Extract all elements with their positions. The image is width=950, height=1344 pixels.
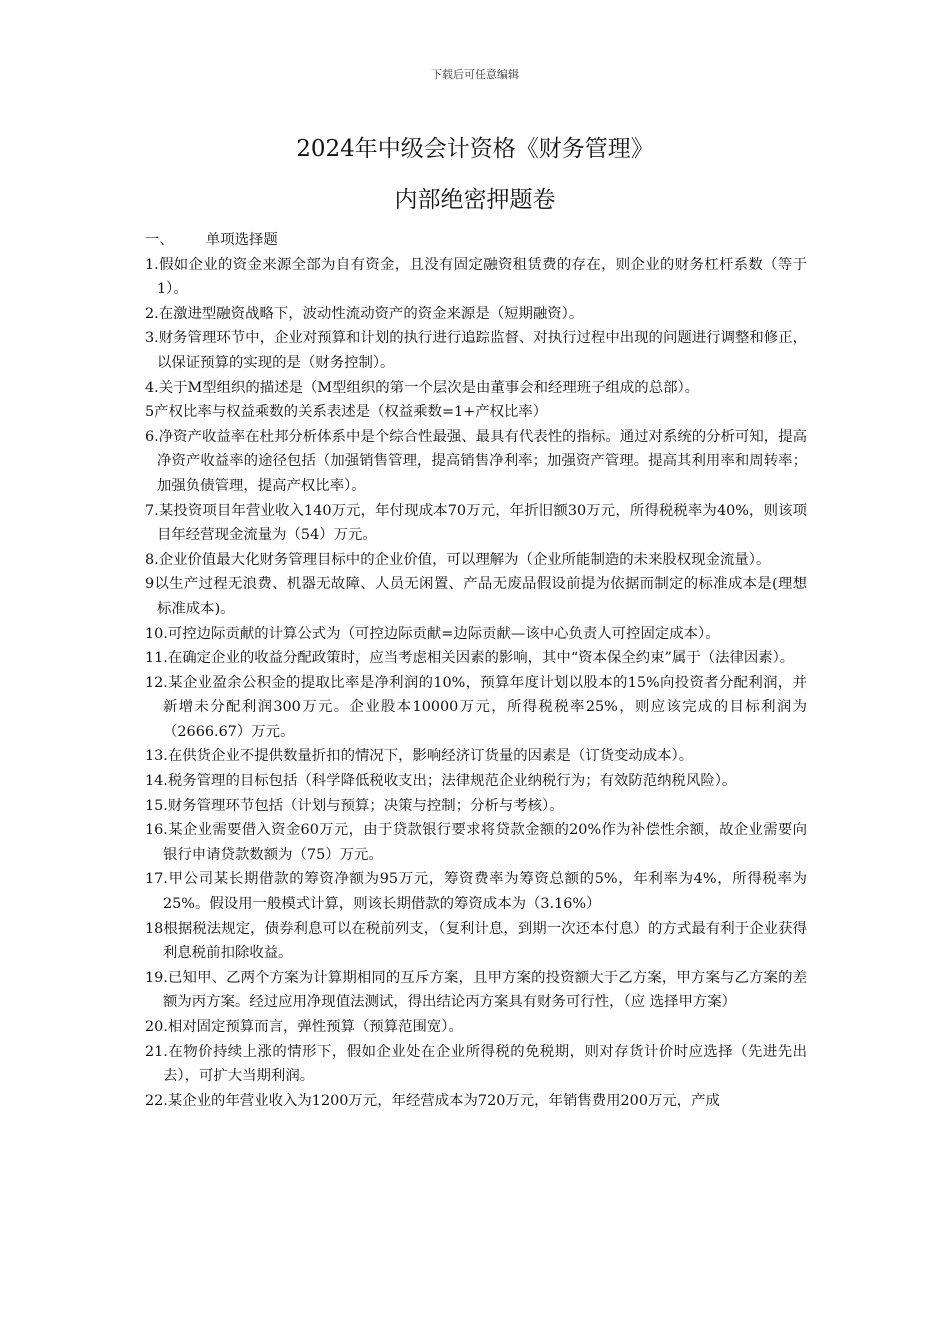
section-heading: 一、 单项选择题 [145,232,278,248]
question-17: 17.甲公司某长期借款的筹资净额为95万元，筹资费率为筹资总额的5%，年利率为4%，所得税率为25%。假设用一般模式计算，则该长期借款的筹资成本为（3.16%） [145,871,807,913]
header-note: 下载后可任意编辑 [431,68,519,81]
question-19: 19.已知甲、乙两个方案为计算期相同的互斥方案，且甲方案的投资额大于乙方案，甲方案与乙方案的差额为丙方案。经过应用净现值法测试，得出结论丙方案具有财务可行性，（应 选择甲方案） [145,969,807,1011]
question-9: 9以生产过程无浪费、机器无故障、人员无闲置、产品无废品假设前提为依据而制定的标准成本是(理想标准成本)。 [145,576,807,617]
question-14: 14.税务管理的目标包括（科学降低税收支出；法律规范企业纳税行为；有效防范纳税风险）。 [145,773,737,790]
question-16: 16.某企业需要借入资金60万元，由于贷款银行要求将贷款金额的20%作为补偿性余额，故企业需要向银行申请贷款数额为（75）万元。 [145,822,807,863]
question-21: 21.在物价持续上涨的情形下，假如企业处在企业所得税的免税期，则对存货计价时应选择（先进先出去），可扩大当期利润。 [145,1043,807,1085]
document-title: 2024年中级会计资格《财务管理》 [296,136,654,162]
question-2: 2.在激进型融资战略下，波动性流动资产的资金来源是（短期融资）。 [145,305,584,322]
question-4: 4.关于M型组织的描述是（M型组织的第一个层次是由董事会和经理班子组成的总部）。 [145,379,700,396]
question-8: 8.企业价值最大化财务管理目标中的企业价值，可以理解为（企业所能制造的未来股权现金流量）。 [145,551,771,568]
question-7: 7.某投资项目年营业收入140万元，年付现成本70万元，年折旧额30万元，所得税税率为40%，则该项目年经营现金流量为（54）万元。 [145,502,807,544]
question-12: 12.某企业盈余公积金的提取比率是净利润的10%，预算年度计划以股本的15%向投资者分配利润，并新增未分配利润300万元。企业股本10000万元，所得税税率25%，则应该完成的目标利润为（2666.67）万元。 [145,674,807,740]
question-22: 22.某企业的年营业收入为1200万元，年经营成本为720万元，年销售费用200万元，产成 [145,1092,720,1109]
question-1: 1.假如企业的资金来源全部为自有资金，且没有固定融资租赁费的存在，则企业的财务杠杆系数（等于1）。 [145,256,807,298]
question-5: 5产权比率与权益乘数的关系表述是（权益乘数=1+产权比率） [145,404,548,421]
document-subtitle: 内部绝密押题卷 [394,187,556,213]
question-6: 6.净资产收益率在杜邦分析体系中是个综合性最强、最具有代表性的指标。通过对系统的分析可知，提高净资产收益率的途径包括（加强销售管理，提高销售净利率；加强资产管理。提高其利用率和周转率；加强负债管理，提高产权比率）。 [145,428,807,494]
question-15: 15.财务管理环节包括（计划与预算；决策与控制；分析与考核）。 [145,797,564,814]
question-13: 13.在供货企业不提供数量折扣的情况下，影响经济订货量的因素是（订货变动成本）。 [145,748,694,765]
document-body [145,228,807,1113]
question-18: 18根据税法规定，债券利息可以在税前列支，（复利计息，到期一次还本付息）的方式最有利于企业获得利息税前扣除收益。 [145,920,807,962]
question-20: 20.相对固定预算而言，弹性预算（预算范围宽）。 [145,1019,463,1035]
question-3: 3.财务管理环节中，企业对预算和计划的执行进行追踪监督、对执行过程中出现的问题进行调整和修正，以保证预算的实现的是（财务控制）。 [145,330,807,371]
question-10: 10.可控边际贡献的计算公式为（可控边际贡献=边际贡献—该中心负责人可控固定成本）。 [145,625,720,642]
question-11: 11.在确定企业的收益分配政策时，应当考虑相关因素的影响，其中“资本保全约束”属于（法律因素）。 [145,650,795,667]
